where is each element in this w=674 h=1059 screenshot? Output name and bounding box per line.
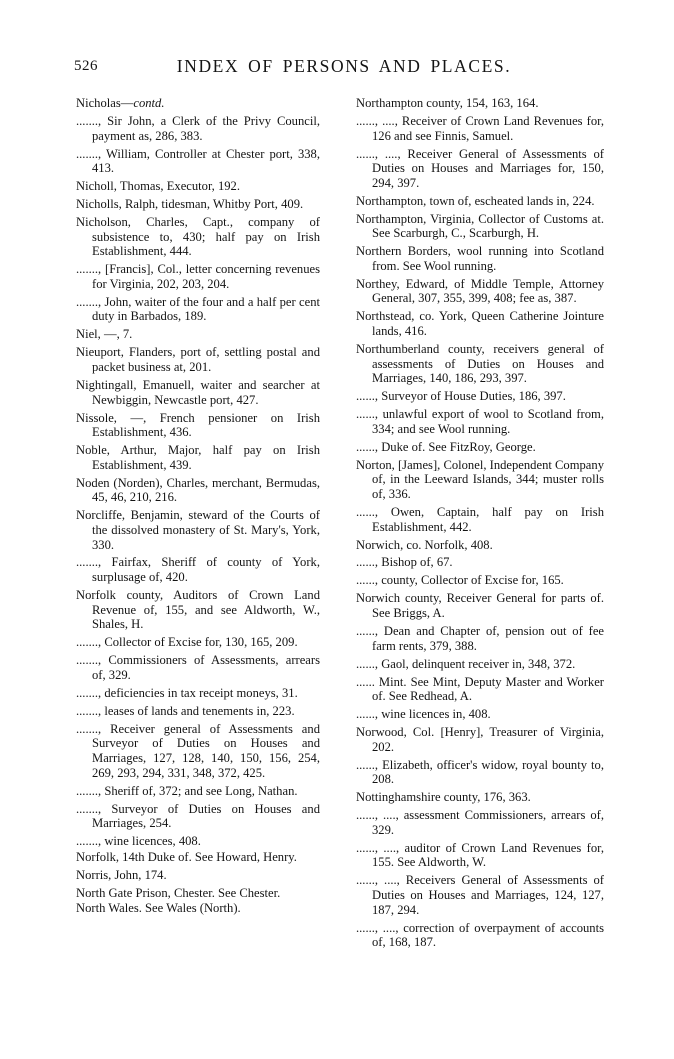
index-entry-text: ......, unlawful export of wool to Scotland from, 334; and see Wool running. bbox=[356, 407, 604, 436]
index-entry-text: Norcliffe, Benjamin, steward of the Courts of the dissolved monastery of St. Mary's, York, 330. bbox=[76, 508, 320, 552]
index-entry bbox=[356, 407, 604, 436]
index-entry bbox=[76, 686, 320, 701]
index-entry-text: Nottinghamshire county, 176, 363. bbox=[356, 790, 531, 805]
index-entry bbox=[356, 573, 604, 588]
index-entry bbox=[76, 295, 320, 324]
index-entry bbox=[76, 179, 320, 194]
index-entry bbox=[356, 212, 604, 241]
index-entry bbox=[76, 476, 320, 505]
index-entry-text: ......., Collector of Excise for, 130, 165, 209. bbox=[76, 635, 298, 650]
index-entry bbox=[356, 707, 604, 722]
index-entry-text: Norfolk, 14th Duke of. See Howard, Henry. bbox=[76, 849, 297, 864]
index-entry-text: ......, Duke of. See FitzRoy, George. bbox=[356, 439, 536, 454]
index-entry bbox=[76, 555, 320, 584]
index-entry-text: ......, ...., Receiver of Crown Land Revenues for, 126 and see Finnis, Samuel. bbox=[356, 113, 604, 143]
index-entry bbox=[76, 345, 320, 374]
index-entry bbox=[356, 114, 604, 143]
index-entry bbox=[76, 508, 320, 552]
index-entry-text: Northstead, co. York, Queen Catherine Jointure lands, 416. bbox=[356, 309, 604, 339]
index-entry-text: Northampton, Virginia, Collector of Customs at. See Scarburgh, C., Scarburgh, H. bbox=[356, 211, 604, 241]
index-entry-text: Nicholl, Thomas, Executor, 192. bbox=[76, 179, 241, 194]
index-entry bbox=[356, 591, 604, 620]
index-entry-text: Norwich, co. Norfolk, 408. bbox=[356, 537, 493, 552]
running-title: INDEX OF PERSONS AND PLACES. bbox=[176, 56, 512, 76]
index-entry-text: ...... Mint. See Mint, Deputy Master and Worker of. See Redhead, A. bbox=[356, 674, 604, 704]
index-entry bbox=[356, 147, 604, 191]
index-entry bbox=[76, 215, 320, 259]
index-entry bbox=[356, 505, 604, 534]
index-entry bbox=[356, 758, 604, 787]
index-entry bbox=[356, 458, 604, 502]
index-entry bbox=[356, 538, 604, 553]
index-entry-text: ......., John, waiter of the four and a half per cent duty in Barbados, 189. bbox=[76, 294, 320, 324]
index-entry bbox=[76, 802, 320, 831]
index-entry-text: North Gate Prison, Chester. See Chester. bbox=[76, 885, 281, 900]
index-entry-text: Nissole, —, French pensioner on Irish Establishment, 436. bbox=[76, 410, 320, 440]
index-entry bbox=[356, 342, 604, 386]
index-entry-text: ......, ...., Receiver General of Assessments of Duties on Houses and Marriages for, 150, 294, 397. bbox=[356, 146, 604, 190]
index-entry-text: ......, county, Collector of Excise for, 165. bbox=[356, 573, 564, 588]
index-entry-text: Niel, —, 7. bbox=[76, 327, 133, 342]
index-entry-text: Norwich county, Receiver General for parts of. See Briggs, A. bbox=[356, 591, 604, 621]
index-entry bbox=[356, 194, 604, 209]
index-entry bbox=[356, 921, 604, 950]
index-entry bbox=[356, 725, 604, 754]
index-entry-text: Norris, John, 174. bbox=[76, 867, 167, 882]
index-entry-text: Northern Borders, wool running into Scotland from. See Wool running. bbox=[356, 244, 604, 273]
index-entry bbox=[356, 808, 604, 837]
index-entry-text: Nicholls, Ralph, tidesman, Whitby Port, 409. bbox=[76, 197, 304, 212]
index-entry-text: ......., [Francis], Col., letter concerning revenues for Virginia, 202, 203, 204. bbox=[76, 262, 320, 291]
index-entry-text: Nicholas— bbox=[76, 96, 134, 110]
index-entry bbox=[356, 389, 604, 404]
page-header bbox=[74, 58, 614, 82]
index-entry bbox=[356, 624, 604, 653]
index-entry bbox=[76, 411, 320, 440]
index-entry-text: Nicholson, Charles, Capt., company of subsistence to, 430; half pay on Irish Establishment, 444. bbox=[76, 215, 320, 259]
index-entry-continued: contd. bbox=[133, 96, 165, 110]
index-entry-text: Noble, Arthur, Major, half pay on Irish Establishment, 439. bbox=[76, 443, 320, 472]
index-entry-text: Nightingall, Emanuell, waiter and searcher at Newbiggin, Newcastle port, 427. bbox=[76, 378, 320, 407]
index-entry bbox=[76, 96, 320, 111]
index-entry bbox=[356, 309, 604, 338]
index-entry bbox=[356, 790, 604, 805]
index-entry-text: Noden (Norden), Charles, merchant, Bermudas, 45, 46, 210, 216. bbox=[76, 475, 320, 505]
index-entry bbox=[76, 443, 320, 472]
index-column-right bbox=[356, 96, 604, 950]
index-entry bbox=[356, 657, 604, 672]
index-entry bbox=[76, 868, 320, 883]
page-number: 526 bbox=[74, 58, 98, 74]
index-entry-text: ......., Fairfax, Sheriff of county of York, surplusage of, 420. bbox=[76, 555, 320, 585]
index-entry-text: Northumberland county, receivers general of assessments of Duties on Houses and Marriages, 140, 186, 293, 397. bbox=[356, 342, 604, 386]
index-entry bbox=[356, 841, 604, 870]
index-entry-text: ......, Bishop of, 67. bbox=[356, 555, 453, 570]
index-entry bbox=[76, 653, 320, 682]
index-entry bbox=[76, 722, 320, 780]
index-entry-text: Norwood, Col. [Henry], Treasurer of Virginia, 202. bbox=[356, 725, 604, 754]
index-entry-text: North Wales. See Wales (North). bbox=[76, 901, 241, 916]
index-entry bbox=[356, 277, 604, 306]
index-entry bbox=[76, 147, 320, 176]
index-entry-text: ......, Elizabeth, officer's widow, royal bounty to, 208. bbox=[356, 757, 604, 787]
index-entry bbox=[356, 873, 604, 917]
index-entry-text: ......., Commissioners of Assessments, arrears of, 329. bbox=[76, 653, 320, 682]
index-entry-text: ......, ...., Receivers General of Assessments of Duties on Houses and Marriages, 124, 127, 187, 294. bbox=[356, 873, 604, 917]
index-entry-text: Norfolk county, Auditors of Crown Land Revenue of, 155, and see Aldworth, W., Shales, H. bbox=[76, 588, 320, 632]
index-entry-text: Norton, [James], Colonel, Independent Company of, in the Leeward Islands, 344; muster rolls of, 336. bbox=[356, 457, 604, 501]
index-entry-text: ......, ...., correction of overpayment of accounts of, 168, 187. bbox=[356, 920, 604, 950]
index-entry-text: ......., leases of lands and tenements in, 223. bbox=[76, 703, 295, 718]
index-entry-text: ......., Receiver general of Assessments and Surveyor of Duties on Houses and Marriages, 127, 128, 140, 150, 156, 254, 269, 293, 294, 331, 348, 372, 425. bbox=[76, 721, 320, 780]
index-entry-text: ......, Dean and Chapter of, pension out of fee farm rents, 379, 388. bbox=[356, 624, 604, 653]
index-entry-text: Northey, Edward, of Middle Temple, Attorney General, 307, 355, 399, 408; fee as, 387. bbox=[356, 276, 604, 306]
index-entry bbox=[76, 784, 320, 799]
index-entry bbox=[76, 635, 320, 650]
index-entry-text: ......., Surveyor of Duties on Houses and Marriages, 254. bbox=[76, 801, 320, 831]
index-entry bbox=[76, 704, 320, 719]
index-entry bbox=[356, 675, 604, 704]
index-entry-text: ......, ...., assessment Commissioners, arrears of, 329. bbox=[356, 808, 604, 837]
index-entry bbox=[76, 834, 320, 849]
index-entry bbox=[356, 244, 604, 273]
index-entry bbox=[356, 555, 604, 570]
index-entry bbox=[76, 378, 320, 407]
index-entry-text: ......., wine licences, 408. bbox=[76, 834, 201, 849]
index-entry bbox=[76, 114, 320, 143]
index-entry bbox=[76, 327, 320, 342]
index-entry-text: ......., deficiencies in tax receipt moneys, 31. bbox=[76, 685, 298, 700]
index-entry bbox=[76, 886, 320, 901]
index-entry-text: ......., William, Controller at Chester port, 338, 413. bbox=[76, 146, 320, 176]
index-entry-text: ......., Sheriff of, 372; and see Long, Nathan. bbox=[76, 783, 298, 798]
index-entry-text: ......, Gaol, delinquent receiver in, 348, 372. bbox=[356, 656, 576, 671]
index-entry-text: ......., Sir John, a Clerk of the Privy Council, payment as, 286, 383. bbox=[76, 113, 320, 143]
index-entry bbox=[356, 96, 604, 111]
index-entry-text: ......, ...., auditor of Crown Land Revenues for, 155. See Aldworth, W. bbox=[356, 840, 604, 870]
index-entry-text: ......, Owen, Captain, half pay on Irish Establishment, 442. bbox=[356, 504, 604, 534]
index-entry bbox=[76, 588, 320, 632]
index-entry bbox=[76, 850, 320, 865]
index-column-left bbox=[76, 96, 320, 916]
index-entry bbox=[356, 440, 604, 455]
index-entry bbox=[76, 262, 320, 291]
index-entry-text: ......, Surveyor of House Duties, 186, 397. bbox=[356, 389, 566, 404]
index-entry bbox=[76, 901, 320, 916]
index-entry bbox=[76, 197, 320, 212]
index-entry-text: Northampton, town of, escheated lands in, 224. bbox=[356, 193, 595, 208]
index-entry-text: Northampton county, 154, 163, 164. bbox=[356, 96, 539, 110]
index-entry-text: Nieuport, Flanders, port of, settling postal and packet business at, 201. bbox=[76, 345, 320, 375]
index-entry-text: ......, wine licences in, 408. bbox=[356, 707, 491, 722]
